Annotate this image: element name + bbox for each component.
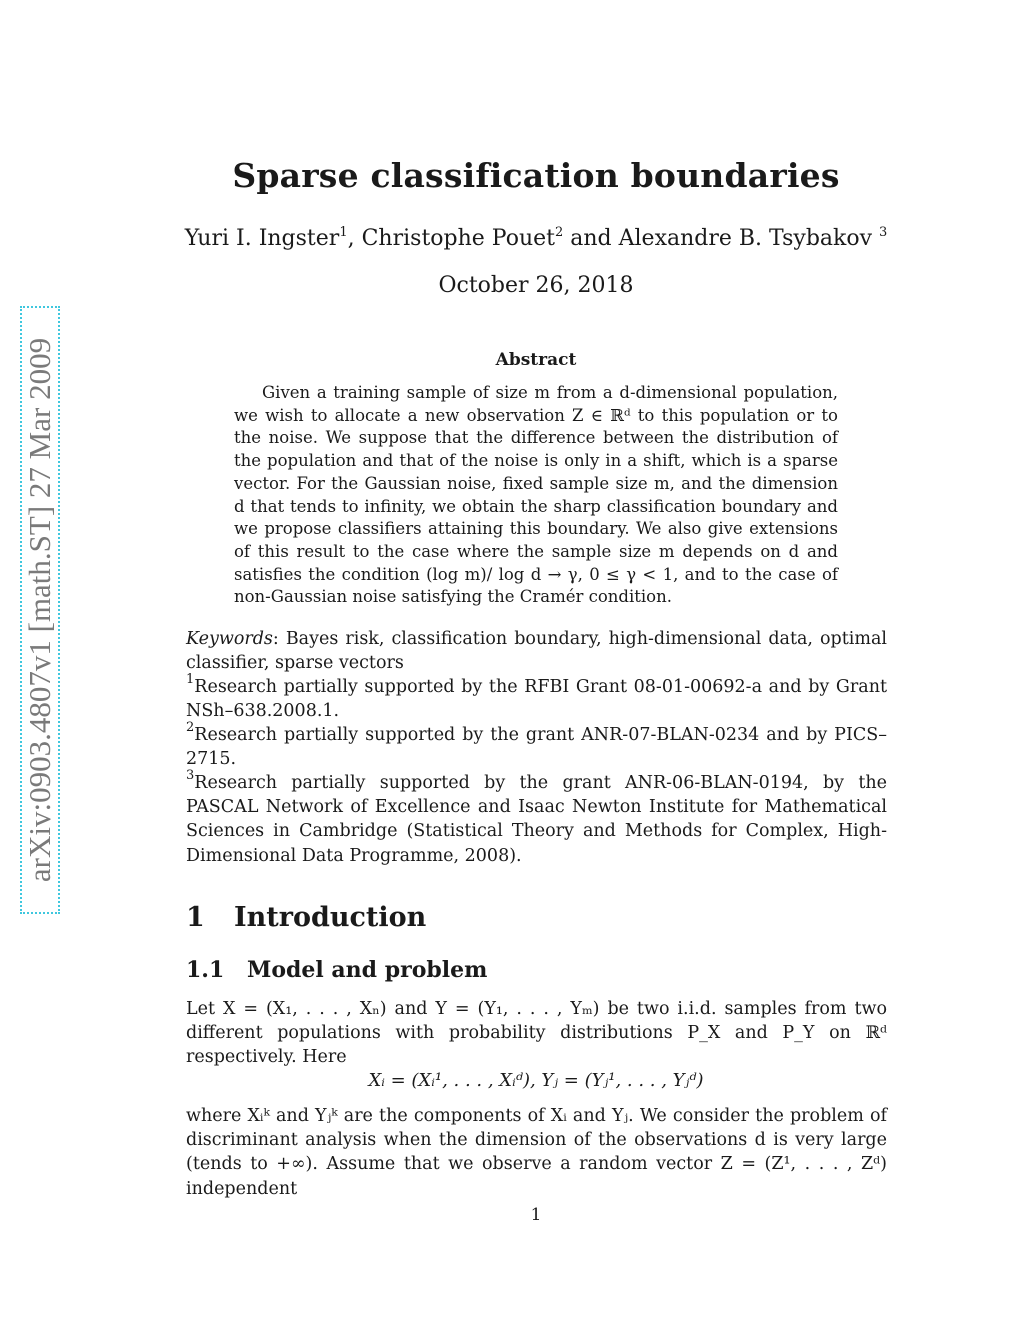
subsection-number: 1.1 <box>186 957 225 983</box>
paper-date: October 26, 2018 <box>438 273 634 298</box>
footnote-3-mark: 3 <box>186 768 195 783</box>
intro-paragraph-2-text: where Xᵢᵏ and Yⱼᵏ are the components of Xᵢ and Yⱼ. We consider the problem of discriminant analysis when the dimension of the observations d is very large (tends to +∞). Assume that we observe a random vector Z = (Z¹, . . . , Zᵈ) independent <box>186 1106 887 1199</box>
section-title: Introduction <box>234 902 427 933</box>
footnote-2-text: Research partially supported by the grant ANR-07-BLAN-0234 and by PICS–2715. <box>186 725 887 770</box>
footnote-1-mark: 1 <box>186 672 195 687</box>
subsection-title: Model and problem <box>247 957 488 983</box>
keywords <box>186 627 887 675</box>
author-list <box>0 226 1024 251</box>
author-1-mark: 1 <box>339 225 348 240</box>
author-1: Yuri I. Ingster <box>184 226 340 251</box>
section-number: 1 <box>186 902 205 933</box>
intro-paragraph-1-text: Let X = (X₁, . . . , Xₙ) and Y = (Y₁, . . . , Yₘ) be two i.i.d. samples from two different populations with probability distributions P_X and P_Y on ℝᵈ respectively. Here <box>186 999 887 1068</box>
paper-title: Sparse classification boundaries <box>232 156 840 195</box>
arxiv-stamp <box>20 306 60 914</box>
page-number: 1 <box>530 1205 542 1225</box>
author-3-mark: 3 <box>879 225 888 240</box>
footnote-3 <box>186 768 887 868</box>
footnote-2 <box>186 720 887 771</box>
author-2-mark: 2 <box>554 225 564 240</box>
section-heading <box>186 902 426 933</box>
author-separator-2: and <box>563 226 619 251</box>
abstract-text: Given a training sample of size m from a d-dimensional population, we wish to allocate a new observation Z ∈ ℝᵈ to this population or to the noise. We suppose that the difference between the distribution of the population and that of the noise is only in a shift, which is a sparse vector. For the Gaussian noise, fixed sample size m, and the dimension d that tends to infinity, we obtain the sharp classification boundary and we propose classifiers attaining this boundary. We also give extensions of this result to the case where the sample size m depends on d and satisfies the condition (log m)/ log d → γ, 0 ≤ γ < 1, and to the case of non-Gaussian noise satisfying the Cramér condition. <box>234 383 838 607</box>
abstract-body <box>234 382 838 609</box>
author-3: Alexandre B. Tsybakov <box>618 226 873 251</box>
footnote-2-mark: 2 <box>186 720 195 735</box>
arxiv-stamp-text: arXiv:0903.4807v1 [math.ST] 27 Mar 2009 <box>22 337 57 883</box>
footnote-3-text: Research partially supported by the grant ANR-06-BLAN-0194, by the PASCAL Network of Excellence and Isaac Newton Institute for Mathematical Sciences in Cambridge (Statistical Theory and Methods for Complex, High-Dimensional Data Programme, 2008). <box>186 773 887 866</box>
subsection-heading <box>186 957 487 983</box>
intro-paragraph-2 <box>186 1104 887 1201</box>
keywords-label: Keywords <box>186 629 273 649</box>
abstract-heading: Abstract <box>495 350 577 370</box>
intro-paragraph-1 <box>186 997 887 1070</box>
author-2: Christophe Pouet <box>361 226 555 251</box>
footnote-1 <box>186 672 887 723</box>
author-separator-1: , <box>347 226 362 251</box>
keywords-text: : Bayes risk, classification boundary, high-dimensional data, optimal classifier, sparse vectors <box>186 629 887 674</box>
equation: Xᵢ = (Xᵢ¹, . . . , Xᵢᵈ), Yⱼ = (Yⱼ¹, . . . , Yⱼᵈ) <box>368 1070 704 1091</box>
footnote-1-text: Research partially supported by the RFBI Grant 08-01-00692-a and by Grant NSh–638.2008.1. <box>186 677 887 722</box>
